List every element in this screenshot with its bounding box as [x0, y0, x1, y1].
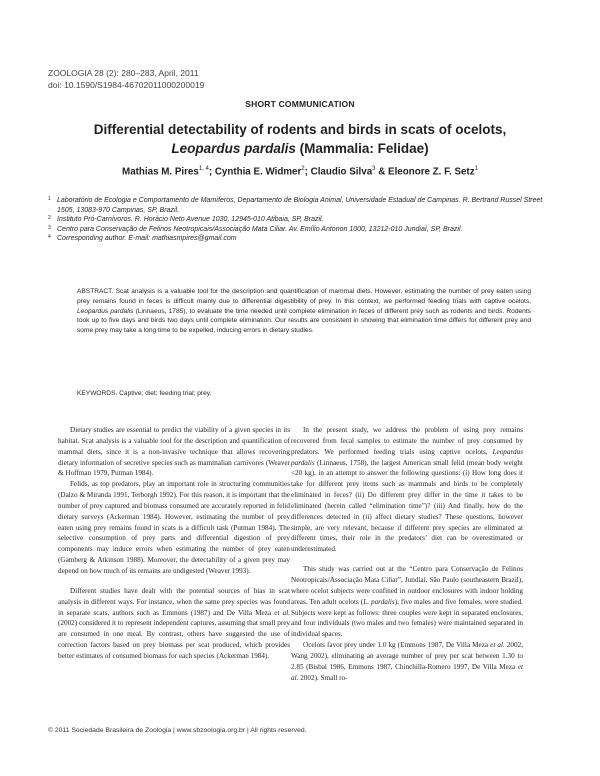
author-name: Cynthia E. Widmer [214, 166, 302, 178]
abstract-text: Scat analysis is a valuable tool for the description and quantification of mammal diets. However, estimating the number of prey eaten using prey remains found in feces is difficult mainly due to differential digestibility of prey. In this context, we performed feeding trials with captive ocelots, [77, 288, 531, 305]
author-sup: 2 [301, 166, 305, 172]
affiliation-text: Centro para Conservação de Felinos Neotropicais/Associação Mata Ciliar. Av. Emílio Antonon 1000, 13212-010 Jundiaí, SP, Brazil. [57, 225, 463, 233]
journal-header [48, 67, 204, 91]
affiliation [48, 225, 558, 235]
body-column-right [291, 425, 523, 683]
author-name: Claudio Silva [310, 166, 373, 178]
abstract-text: (Linnaeus, 1785), to evaluate the time needed until complete elimination in feces of different prey such as rodents and birds. Rodents took up to five days and birds two days until complete elimination. Our results are consistent in showing that elimination time differs for different prey and some prey may take a long time to be expelled, inducing errors in dietary studies. [77, 307, 531, 334]
title-rest: (Mammalia: Felidae) [295, 141, 429, 156]
abstract-species: Leopardus pardalis [77, 307, 134, 315]
affiliation [48, 234, 558, 244]
body-column-left [58, 425, 290, 662]
affiliation [48, 215, 558, 225]
affiliation-number: 2 [48, 215, 51, 222]
author-list [40, 166, 560, 177]
abstract [77, 287, 531, 336]
affiliation-number: 4 [48, 234, 51, 241]
title-species: Leopardus pardalis [171, 141, 296, 156]
title-line1: Differential detectability of rodents and birds in scats of ocelots, [93, 122, 507, 137]
author-name: Mathias M. Pires [122, 166, 199, 178]
abstract-label: ABSTRACT. [77, 288, 114, 295]
affiliation-text: Instituto Pró-Carnívoros. R. Horácio Neto Avenue 1030, 12945-010 Atibaia, SP, Brazil. [57, 216, 324, 224]
paragraph: Dietary studies are essential to predict the viability of a given species in its habitat. Scat analysis is a valuable tool for the description and quantification of mammal diets, since it is a non-invasive technique that allows recovering dietary information of secretive species such as mammalian carnivores (Weaver & Hoffman 1979, Putman 1984). [58, 426, 290, 478]
author-sup: 1, 4 [198, 166, 209, 172]
author-name: Eleonore Z. F. Setz [388, 166, 475, 178]
author-sup: 3 [372, 166, 376, 172]
page-footer: © 2011 Sociedade Brasileira de Zoologia | www.sbzoologia.org.br | All rights reserved. [48, 727, 307, 734]
paragraph: This study was carried out at the “Centro para Conservação de Felinos Neotropicais/Associação Mata Ciliar”, Jundiaí, São Paulo (southeastern Brazil), where ocelot subjects were confined in outdoor enclosures with indoor holding areas. Ten adult ocelots (L. pardalis), five males and five females, were studied. Subjects were kept as follows: three couples were kept in separated enclosures, and four individuals (two males and two females) were maintained separated in individual spaces. [291, 565, 523, 639]
keywords-text: Captive; diet; feeding trial; prey. [117, 390, 212, 397]
affiliation-number: 1 [48, 196, 51, 202]
paper-title [60, 120, 540, 158]
affiliation-number: 3 [48, 224, 51, 231]
author-sep: ; [208, 166, 215, 178]
paragraph: In the present study, we address the problem of using prey remains recovered from fecal samples to estimate the number of prey consumed by predators. We performed feeding trials using captive ocelots, Leopardus pardalis (Linnaeus, 1758), the largest American small felid (mean body weight <20 kg), in an attempt to answer the following questions: (i) How long does it take for different prey items such as mammals and birds to be completely eliminated in feces? (ii) Do different prey differ in the time it takes to be eliminated (herein called “elimination time”)? (iii) And finally, how do the differences detected in (ii) affect dietary studies? These questions, however simple, are very relevant, because if different prey species are eliminated at different times, their role in the predators’ diet can be overestimated or underestimated. [291, 426, 523, 554]
paragraph: Felids, as top predators, play an important role in structuring communities (Dalzo & Miranda 1991, Terborgh 1992). For this reason, it is important that the number of prey captured and biomass consumed are accurately reported in felid dietary surveys (Ackerman 1984). However, estimating the number of prey eaten using prey remains found in scats is a difficult task (Putman 1984). The selective consumption of prey parts and differential digestion of prey components may induce errors when estimating the number of prey eaten (Gamberg & Atkinson 1988). Moreover, the detectability of a given prey may depend on how much of its remains are undigested (Weaver 1993). [58, 480, 290, 575]
affiliation-text: Laboratório de Ecologia e Comportamento de Mamíferos, Departamento de Biologia Animal, Universidade Estadual de Campinas. R. Bertrand Russel Street 1505, 13083-970 Campinas, SP, Brazil. [57, 197, 543, 214]
author-sep: & [375, 166, 389, 178]
author-sep: ; [304, 166, 311, 178]
keywords-label: KEYWORDS. [77, 390, 118, 397]
author-sup: 1 [474, 166, 478, 172]
affiliations [48, 196, 558, 244]
section-label: SHORT COMMUNICATION [245, 99, 355, 109]
keywords [77, 389, 531, 399]
affiliation-text[interactable]: Corresponding author. E-mail: mathiasmpires@gmail.com [57, 235, 237, 243]
doi[interactable]: doi: 10.1590/S1984-46702011000200019 [48, 80, 205, 90]
paragraph: Ocelots favor prey under 1.0 kg (Emmons 1987, De Villa Meza et al. 2002, Wang 2002), eliminating an average number of prey per scat between 1.30 to 2.85 (Bisbal 1986, Emmons 1987, Chinchilla-Romero 1997, De Villa Meza et al. 2002). Small ro- [291, 641, 524, 682]
affiliation [48, 196, 558, 215]
journal-citation: ZOOLOGIA 28 (2): 280–283, April, 2011 [48, 68, 199, 78]
paragraph: Different studies have dealt with the potential sources of bias in scat analysis in different ways. For instance, when the same prey species was found in separate scats, authors such as Emmons (1987) and De Villa Meza et al. (2002) considered it to represent independent captures, assuming that small prey are consumed in one meal. By contrast, others have suggested the use of correction factors based on prey biomass per scat produced, which provides better estimates of consumed biomass for each species (Ackerman 1984). [58, 586, 291, 660]
